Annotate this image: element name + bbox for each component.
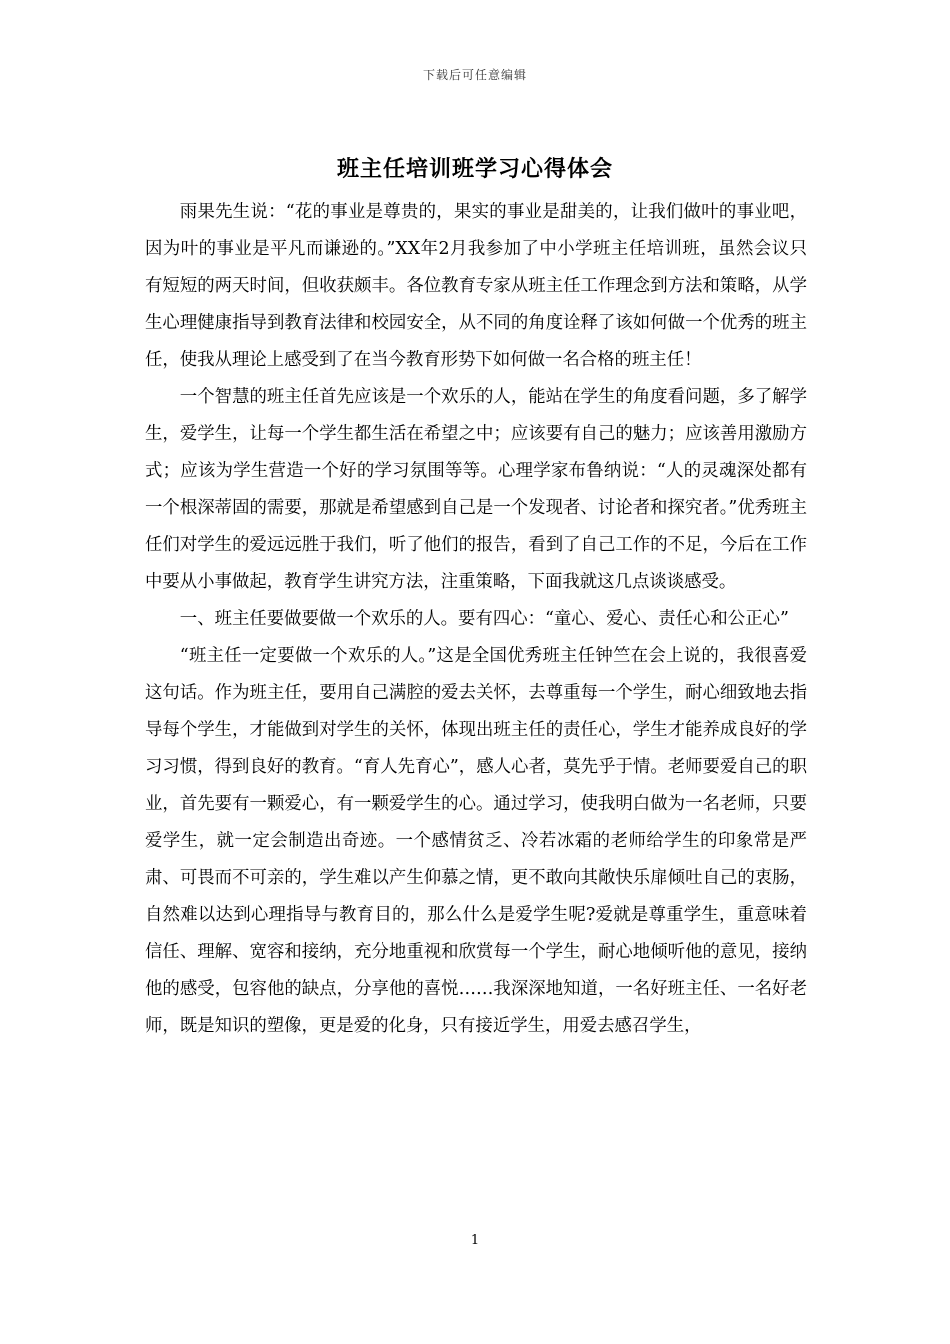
paragraph: 一、班主任要做要做一个欢乐的人。要有四心：“童心、爱心、责任心和公正心” [179, 609, 789, 629]
page-number: 1 [470, 1233, 480, 1248]
document-body [145, 194, 807, 1045]
document-title: 班主任培训班学习心得体会 [336, 156, 613, 182]
paragraph: 一个智慧的班主任首先应该是一个欢乐的人，能站在学生的角度看问题，多了解学生，爱学生，让每一个学生都生活在希望之中；应该要有自己的魅力；应该善用激励方式；应该为学生营造一个好的学习氛围等等。心理学家布鲁纳说：“人的灵魂深处都有一个根深蒂固的需要，那就是希望感到自己是一个发现者、讨论者和探究者。”优秀班主任们对学生的爱远远胜于我们，听了他们的报告，看到了自己工作的不足，今后在工作中要从小事做起，教育学生讲究方法，注重策略，下面我就这几点谈谈感受。 [145, 387, 807, 592]
paragraph: 雨果先生说：“花的事业是尊贵的，果实的事业是甜美的，让我们做叶的事业吧，因为叶的事业是平凡而谦逊的。”XX年2月我参加了中小学班主任培训班，虽然会议只有短短的两天时间，但收获颇丰。各位教育专家从班主任工作理念到方法和策略，从学生心理健康指导到教育法律和校园安全，从不同的角度诠释了该如何做一个优秀的班主任，使我从理论上感受到了在当今教育形势下如何做一名合格的班主任！ [145, 202, 807, 370]
page-header: 下载后可任意编辑 [422, 68, 527, 82]
paragraph: “班主任一定要做一个欢乐的人。”这是全国优秀班主任钟竺在会上说的，我很喜爱这句话。作为班主任，要用自己满腔的爱去关怀，去尊重每一个学生，耐心细致地去指导每个学生，才能做到对学生的关怀，体现出班主任的责任心，学生才能养成良好的学习习惯，得到良好的教育。“育人先育心”，感人心者，莫先乎于情。老师要爱自己的职业，首先要有一颗爱心，有一颗爱学生的心。通过学习，使我明白做为一名老师，只要爱学生，就一定会制造出奇迹。一个感情贫乏、冷若冰霜的老师给学生的印象常是严肃、可畏而不可亲的，学生难以产生仰慕之情，更不敢向其敞快乐扉倾吐自己的衷肠，自然难以达到心理指导与教育目的，那么什么是爱学生呢?爱就是尊重学生，重意味着信任、理解、宽容和接纳，充分地重视和欣赏每一个学生，耐心地倾听他的意见，接纳他的感受，包容他的缺点，分享他的喜悦……我深深地知道，一名好班主任、一名好老师，既是知识的塑像，更是爱的化身，只有接近学生，用爱去感召学生， [145, 646, 807, 1036]
